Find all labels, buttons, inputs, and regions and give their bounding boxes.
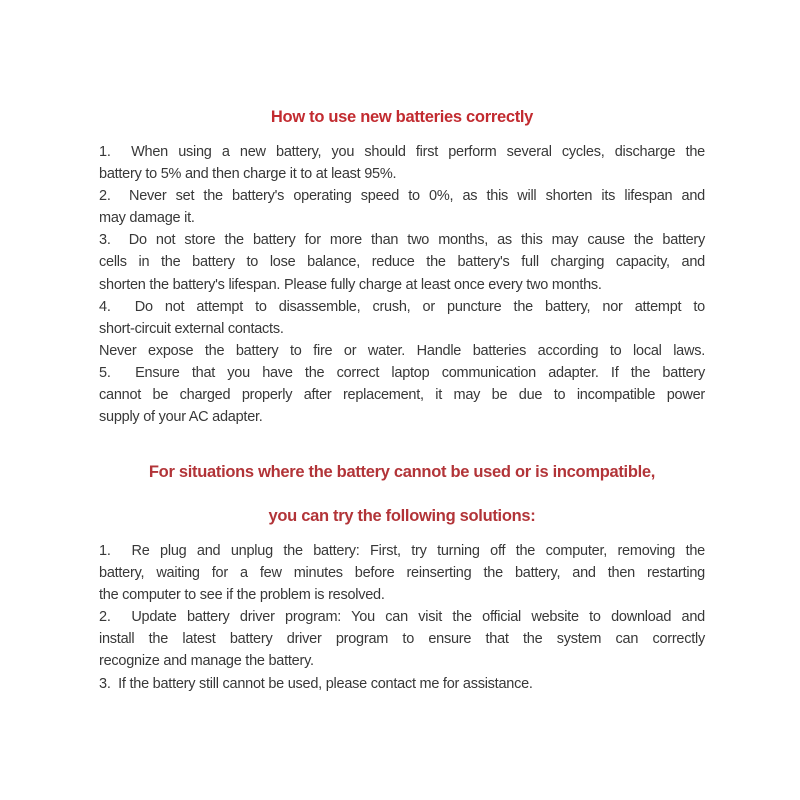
text-line: 1. Re plug and unplug the battery: First, try turning off the computer, removing the	[99, 543, 705, 559]
text-line: shorten the battery's lifespan. Please fully charge at least once every two months.	[99, 276, 602, 293]
troubleshooting-solutions-list	[99, 540, 705, 695]
text-line: supply of your AC adapter.	[99, 409, 263, 426]
text-line: Never expose the battery to fire or water. Handle batteries according to local laws.	[99, 342, 705, 359]
text-line: short-circuit external contacts.	[99, 320, 284, 337]
heading-how-to-use-batteries: How to use new batteries correctly	[270, 108, 534, 126]
text-line: 3. Do not store the battery for more than two months, as this may cause the battery	[99, 232, 705, 249]
battery-usage-instructions-list	[99, 141, 705, 428]
text-line: may damage it.	[99, 210, 195, 227]
text-line: cannot be charged properly after replacement, it may be due to incompatible power	[99, 387, 705, 404]
text-line: 5. Ensure that you have the correct laptop communication adapter. If the battery	[99, 364, 705, 381]
text-line: cells in the battery to lose balance, reduce the battery's full charging capacity, and	[99, 254, 705, 271]
text-line: 4. Do not attempt to disassemble, crush, or puncture the battery, nor attempt to	[99, 298, 705, 315]
text-line: 2. Never set the battery's operating speed to 0%, as this will shorten its lifespan and	[99, 188, 705, 205]
text-line: battery, waiting for a few minutes before reinserting the battery, and then restarting	[99, 565, 705, 582]
text-line: recognize and manage the battery.	[99, 653, 314, 670]
heading-incompatible-battery-line2: you can try the following solutions:	[268, 507, 536, 525]
text-line: 1. When using a new battery, you should first perform several cycles, discharge the	[99, 144, 705, 160]
text-line: battery to 5% and then charge it to at least 95%.	[99, 166, 397, 183]
text-line: 2. Update battery driver program: You can visit the official website to download and	[99, 609, 705, 626]
heading-incompatible-battery-line1: For situations where the battery cannot be used or is incompatible,	[148, 463, 656, 481]
text-line: install the latest battery driver program to ensure that the system can correctly	[99, 631, 705, 648]
text-line: 3. If the battery still cannot be used, please contact me for assistance.	[99, 675, 533, 692]
text-line: the computer to see if the problem is resolved.	[99, 587, 385, 604]
